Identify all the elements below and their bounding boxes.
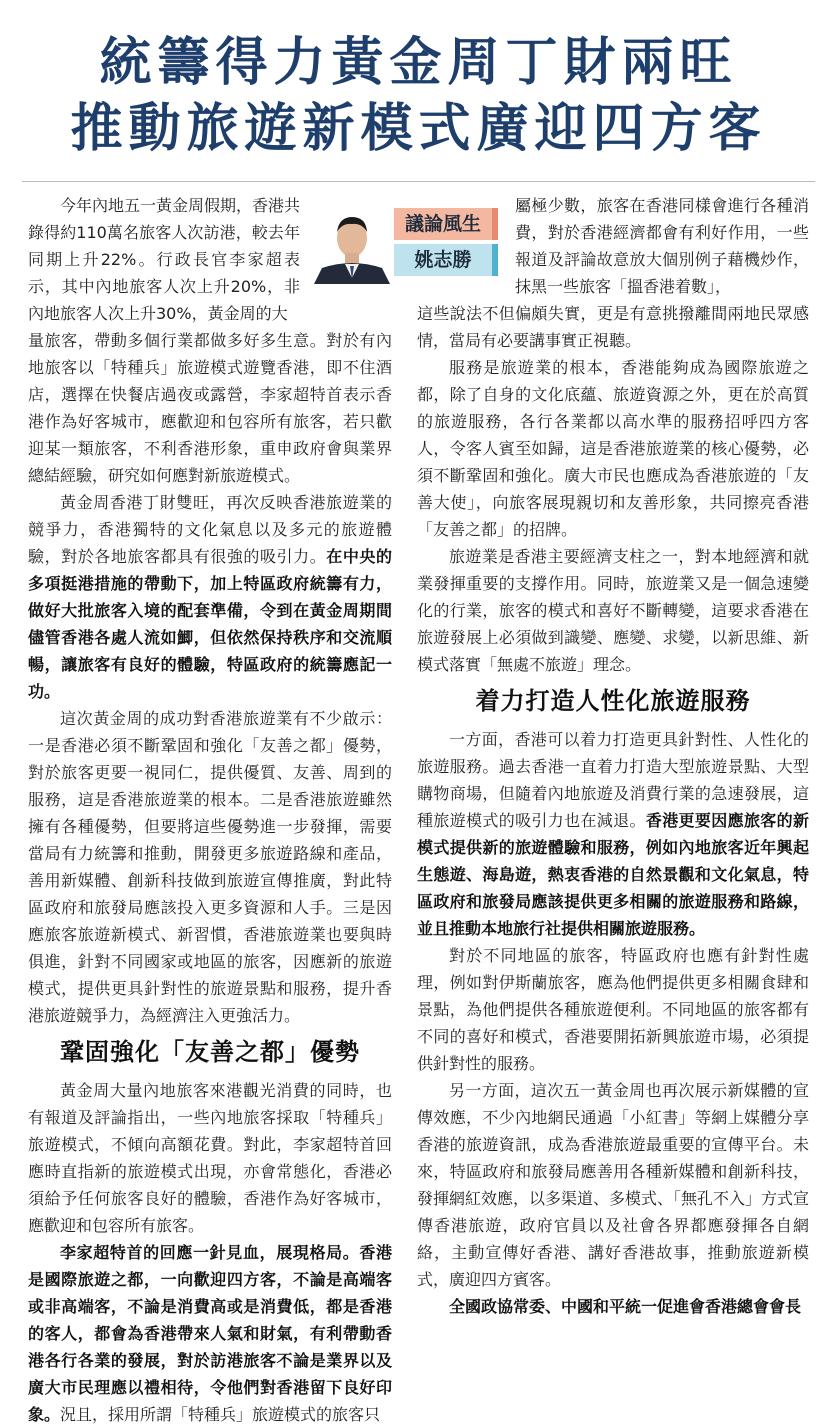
paragraph: 另一方面，這次五一黃金周也再次展示新媒體的宣傳效應，不少內地網民通過「小紅書」等網上媒體分享香港的旅遊資訊，成為香港旅遊最重要的宣傳平台。未來，特區政府和旅發局應善用各種新媒體和創新科技，發揮網紅效應，以多渠道、多模式、「無孔不入」方式宣傳香港旅遊，政府官員以及社會各界都應發揮各自網絡，主動宣傳好香港、講好香港故事，推動旅遊新模式，廣迎四方賓客。 (417, 1081, 810, 1289)
paragraph-text: 黃金周香港丁財雙旺，再次反映香港旅遊業的競爭力，香港獨特的文化氣息以及多元的旅遊體驗，對於各地旅客都具有很強的吸引力。 (28, 493, 392, 566)
section-heading: 着力打造人性化旅遊服務 (475, 687, 751, 715)
paragraph-text: 一方面，香港可以着力打造更具針對性、人性化的旅遊服務。過去香港一直着力打造大型旅遊景點、大型購物商場，但隨着內地旅遊及消費行業的急速發展，這種旅遊模式的吸引力也在減退。 (417, 730, 809, 830)
author-name: 姚志勝 (414, 249, 472, 271)
paragraph: 這次黃金周的成功對香港旅遊業有不少啟示：一是香港必須不斷鞏固和強化「友善之都」優勢，對於旅客更要一視同仁，提供優質、友善、周到的服務，這是香港旅遊業的根本。二是香港旅遊雖然擁有各種優勢，但要將這些優勢進一步發揮，需要當局有力統籌和推動，開發更多旅遊路線和產品，善用新媒體、創新科技做到旅遊宣傳推廣，對此特區政府和旅發局應該投入更多資源和人手。三是因應旅客旅遊新模式、新習慣，香港旅遊業也要與時俱進，針對不同國家或地區的旅客，因應新的旅遊模式，提供更具針對性的旅遊景點和服務，提升香港旅遊競爭力，為經濟注入更強活力。 (28, 709, 392, 1025)
headline-divider (22, 181, 815, 182)
section-heading: 鞏固強化「友善之都」優勢 (60, 1038, 360, 1066)
paragraph: 量旅客，帶動多個行業都做多好多生意。對於有內地旅客以「特種兵」旅遊模式遊覽香港，即不住酒店，選擇在快餐店過夜或露營，李家超特首表示香港作為好客城市，應歡迎和包容所有旅客，若只歡迎某一類旅客，不利香港形象，重申政府會與業界總結經驗，研究如何應對新旅遊模式。 (28, 331, 392, 485)
paragraph (417, 192, 809, 300)
emphasis-text: 李家超特首的回應一針見血，展現格局。香港是國際旅遊之都，一向歡迎四方客，不論是高端客或非高端客，不論是消費高或是消費低，都是香港的客人，都會為香港帶來人氣和財氣，有利帶動香港各行各業的發展，對於訪港旅客不論是業界以及廣大市民理應以禮相待，令他們對香港留下良好印象。 (28, 1243, 392, 1424)
paragraph: 這些說法不但偏頗失實，更是有意挑撥離間兩地民眾感情，當局有必要講事實正視聽。 (417, 304, 809, 350)
paragraph (28, 1239, 392, 1428)
author-signature (417, 1293, 809, 1320)
paragraph: 對於不同地區的旅客，特區政府也應有針對性處理，例如對伊斯蘭旅客，應為他們提供更多相關食肆和景點，為他們提供各種旅遊便利。不同地區的旅客都有不同的喜好和模式，香港要開拓新興旅遊市場，必須提供針對性的服務。 (417, 946, 809, 1073)
paragraph (28, 489, 392, 705)
paragraph: 黃金周大量內地旅客來港觀光消費的同時，也有報道及評論指出，一些內地旅客採取「特種兵」旅遊模式，不傾向高額花費。對此，李家超特首回應時直指新的旅遊模式出現，亦會常態化，香港必須給予任何旅客良好的體驗，香港作為好客城市，應歡迎和包容所有旅客。 (28, 1081, 392, 1235)
headline-line-2: 推動旅遊新模式廣迎四方客 (70, 99, 767, 159)
paragraph: 服務是旅遊業的根本，香港能夠成為國際旅遊之都，除了自身的文化底蘊、旅遊資源之外，更在於高質的旅遊服務，各行各業都以高水準的服務招呼四方客人，令客人賓至如歸，這是香港旅遊業的核心優勢，必須不斷鞏固和強化。廣大市民也應成為香港旅遊的「友善大使」，向旅客展現親切和友善形象，共同擦亮香港「友善之都」的招牌。 (417, 358, 809, 539)
article-headline (0, 30, 837, 162)
signature-text: 全國政協常委、中國和平統一促進會香港總會會長 (449, 1297, 802, 1316)
left-column (28, 192, 392, 1428)
paragraph-text: 屬極少數，旅客在香港同樣會進行各種消費，對於香港經濟都會有利好作用，一些報道及評論故意放大個別例子藉機炒作，抹黑一些旅客「搵香港着數」， (515, 196, 809, 296)
paragraph: 今年內地五一黃金周假期，香港共錄得約110萬名旅客人次訪港，較去年同期上升22%。行政長官李家超表示，其中內地旅客人次上升20%，非內地旅客人次上升30%，黃金周的大 (28, 196, 301, 323)
headline-line-1: 統籌得力黃金周丁財兩旺 (99, 33, 738, 93)
paragraph (417, 726, 809, 942)
emphasis-text: 香港更要因應旅客的新模式提供新的旅遊體驗和服務，例如內地旅客近年興起生態遊、海島遊，熱衷香港的自然景觀和文化氣息，特區政府和旅發局應該提供更多相關的旅遊服務和路線，並且推動本地旅行社提供相關旅遊服務。 (417, 811, 809, 938)
paragraph: 旅遊業是香港主要經濟支柱之一，對本地經濟和就業發揮重要的支撐作用。同時，旅遊業又是一個急速變化的行業，旅客的模式和喜好不斷轉變，這要求香港在旅遊發展上必須做到識變、應變、求變，以新思維、新模式落實「無處不旅遊」理念。 (417, 547, 809, 674)
paragraph-text: 況且，採用所謂「特種兵」旅遊模式的旅客只 (60, 1405, 381, 1424)
emphasis-text: 在中央的多項挺港措施的帶動下，加上特區政府統籌有力，做好大批旅客入境的配套準備，令到在黃金周期間儘管香港各處人流如鯽，但依然保持秩序和交流順暢，讓旅客有良好的體驗，特區政府的統籌應記一功。 (28, 547, 392, 701)
column-name: 議論風生 (404, 213, 481, 235)
right-column (417, 192, 809, 1320)
